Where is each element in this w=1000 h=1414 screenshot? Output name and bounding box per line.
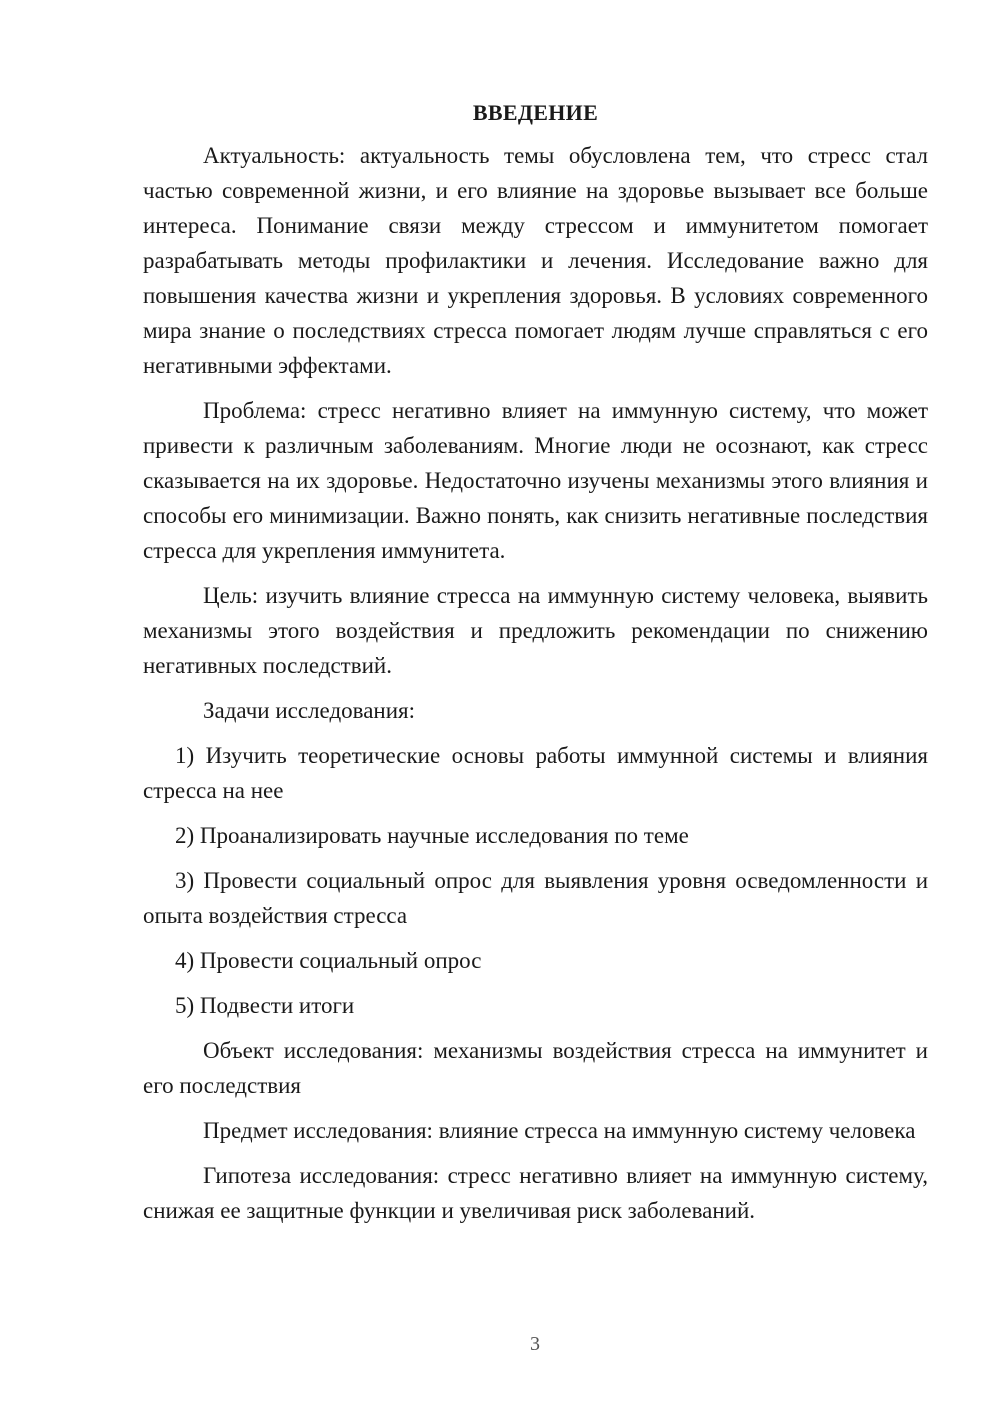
page-number: 3 bbox=[530, 1333, 540, 1355]
task-item: 4) Провести социальный опрос bbox=[175, 948, 482, 973]
relevance-paragraph: Актуальность: актуальность темы обусловлена тем, что стресс стал частью современной жизни, и его влияние на здоровье вызывает все больше интереса. Понимание связи между стрессом и иммунитетом помогает разрабатывать методы профилактики и лечения. Исследование важно для повышения качества жизни и укрепления здоровья. В условиях современного мира знание о последствиях стресса помогает людям лучше справляться с его негативными эффектами. bbox=[143, 143, 928, 378]
task-item: 2) Проанализировать научные исследования по теме bbox=[175, 823, 689, 848]
problem-paragraph: Проблема: стресс негативно влияет на иммунную систему, что может привести к различным заболеваниям. Многие люди не осознают, как стресс сказывается на их здоровье. Недостаточно изучены механизмы этого влияния и способы его минимизации. Важно понять, как снизить негативные последствия стресса для укрепления иммунитета. bbox=[143, 398, 928, 563]
tasks-heading: Задачи исследования: bbox=[203, 698, 416, 723]
hypothesis-paragraph: Гипотеза исследования: стресс негативно влияет на иммунную систему, снижая ее защитные функции и увеличивая риск заболеваний. bbox=[143, 1163, 928, 1223]
section-title: ВВЕДЕНИЕ bbox=[472, 100, 599, 125]
subject-paragraph: Предмет исследования: влияние стресса на иммунную систему человека bbox=[203, 1118, 916, 1143]
task-item: 3) Провести социальный опрос для выявления уровня осведомленности и опыта воздействия стресса bbox=[143, 868, 928, 928]
task-item: 1) Изучить теоретические основы работы иммунной системы и влияния стресса на нее bbox=[143, 743, 928, 803]
goal-paragraph: Цель: изучить влияние стресса на иммунную систему человека, выявить механизмы этого воздействия и предложить рекомендации по снижению негативных последствий. bbox=[143, 583, 928, 678]
object-paragraph: Объект исследования: механизмы воздействия стресса на иммунитет и его последствия bbox=[143, 1038, 928, 1098]
task-item: 5) Подвести итоги bbox=[175, 993, 355, 1018]
document-page bbox=[143, 95, 928, 1238]
